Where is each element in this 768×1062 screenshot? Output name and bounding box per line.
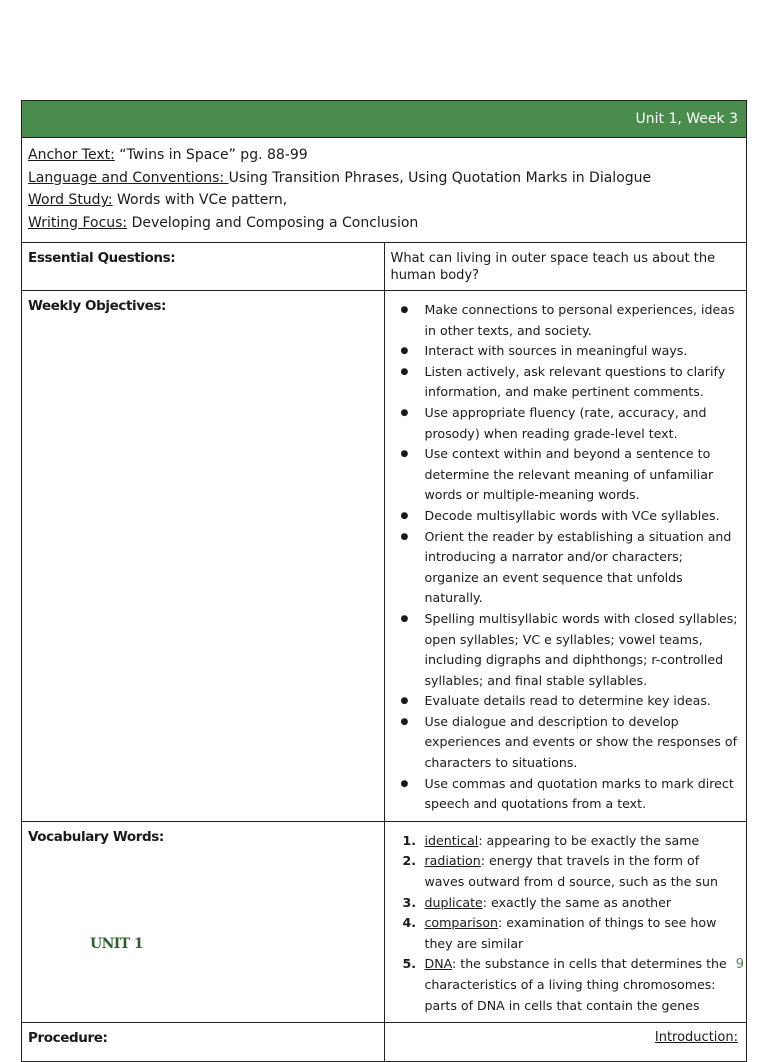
header-row xyxy=(22,101,747,138)
objective-item: ● Listen actively, ask relevant questions to clarify information, and make pertinent comments. xyxy=(425,362,741,403)
language-conventions-value: Using Transition Phrases, Using Quotation Marks in Dialogue xyxy=(228,169,652,186)
vocabulary-term: DNA xyxy=(424,956,453,972)
weekly-objectives-cell xyxy=(384,291,747,822)
essential-questions-label: Essential Questions: xyxy=(22,243,385,291)
procedure-cell xyxy=(384,1023,747,1062)
vocabulary-definition: : energy that travels in the form of waves outward from d source, such as the sun xyxy=(424,853,718,890)
objective-item: ● Use context within and beyond a sentence to determine the relevant meaning of unfamiliar words or multiple-meaning words. xyxy=(425,444,741,506)
writing-focus-label: Writing Focus: xyxy=(28,214,128,231)
objectives-list xyxy=(391,300,741,815)
vocabulary-item xyxy=(402,913,741,954)
vocabulary-definition: : exactly the same as another xyxy=(482,894,672,910)
weekly-objectives-row xyxy=(22,291,747,822)
procedure-row xyxy=(22,1023,747,1062)
introduction-label: Introduction xyxy=(654,1030,734,1046)
weekly-objectives-label: Weekly Objectives: xyxy=(22,291,385,822)
anchor-text-value: “Twins in Space” pg. 88-99 xyxy=(114,147,308,163)
anchor-text-line xyxy=(28,144,740,167)
vocabulary-number: 4. xyxy=(402,915,417,931)
anchor-text-label: Anchor Text: xyxy=(28,147,115,163)
vocabulary-item xyxy=(402,954,741,1016)
vocabulary-number: 3. xyxy=(402,894,417,910)
vocabulary-term: comparison xyxy=(424,915,499,931)
word-study-value: Words with VCe pattern, xyxy=(112,192,288,208)
essential-question-text: What can living in outer space teach us about the human body? xyxy=(390,251,716,283)
vocabulary-term: identical xyxy=(424,832,479,848)
vocabulary-cell xyxy=(384,821,747,1022)
introduction-colon: : xyxy=(733,1030,738,1046)
vocabulary-term: duplicate xyxy=(424,894,483,910)
vocabulary-item xyxy=(402,893,741,914)
vocabulary-label: Vocabulary Words: xyxy=(22,821,385,1022)
objective-item: ● Orient the reader by establishing a situation and introducing a narrator and/or characters; organize an event sequence that unfolds naturally. xyxy=(425,527,741,609)
language-conventions-label: Language and Conventions: xyxy=(28,169,229,186)
objective-item: ● Interact with sources in meaningful ways. xyxy=(425,341,741,362)
objective-item: ● Use commas and quotation marks to mark direct speech and quotations from a text. xyxy=(425,774,741,815)
writing-focus-line xyxy=(28,212,740,235)
vocabulary-definition: : examination of things to see how they are similar xyxy=(424,915,717,951)
anchor-info-cell xyxy=(22,138,747,243)
objective-item: ● Make connections to personal experiences, ideas in other texts, and society. xyxy=(425,300,741,341)
objective-item: ● Evaluate details read to determine key ideas. xyxy=(425,691,741,712)
footer-unit-label: UNIT 1 xyxy=(90,936,143,952)
objective-item: ● Spelling multisyllabic words with closed syllables; open syllables; VC e syllables; vowel teams, including digraphs and diphthongs; r-controlled syllables; and final stable syllables. xyxy=(425,609,741,691)
objective-item: ● Use dialogue and description to develop experiences and events or show the responses of characters to situations. xyxy=(425,712,741,774)
vocabulary-term: radiation xyxy=(424,853,481,869)
vocabulary-number: 2. xyxy=(402,853,417,869)
word-study-label: Word Study: xyxy=(28,192,113,208)
anchor-info-row xyxy=(22,138,747,243)
vocabulary-item xyxy=(402,831,741,852)
writing-focus-value: Developing and Composing a Conclusion xyxy=(127,214,419,231)
page-number: 9 xyxy=(735,957,744,972)
vocabulary-row xyxy=(22,821,747,1022)
essential-questions-cell xyxy=(384,243,747,291)
vocabulary-definition: : the substance in cells that determines the characteristics of a living thing chromosomes: parts of DNA in cells that contain the genes xyxy=(424,956,727,1013)
procedure-label: Procedure: xyxy=(22,1023,385,1062)
language-conventions-line xyxy=(28,167,740,190)
lesson-plan-table xyxy=(21,100,747,1062)
vocabulary-number: 5. xyxy=(402,956,417,972)
vocabulary-item xyxy=(402,851,741,892)
objective-item: ● Decode multisyllabic words with VCe syllables. xyxy=(425,506,741,527)
vocabulary-definition: : appearing to be exactly the same xyxy=(478,832,700,848)
vocabulary-list xyxy=(391,831,741,1016)
unit-week-label: Unit 1, Week 3 xyxy=(22,101,747,138)
essential-questions-row xyxy=(22,243,747,291)
objective-item: ● Use appropriate fluency (rate, accuracy, and prosody) when reading grade-level text. xyxy=(425,403,741,444)
vocabulary-number: 1. xyxy=(402,832,417,848)
word-study-line xyxy=(28,189,740,212)
